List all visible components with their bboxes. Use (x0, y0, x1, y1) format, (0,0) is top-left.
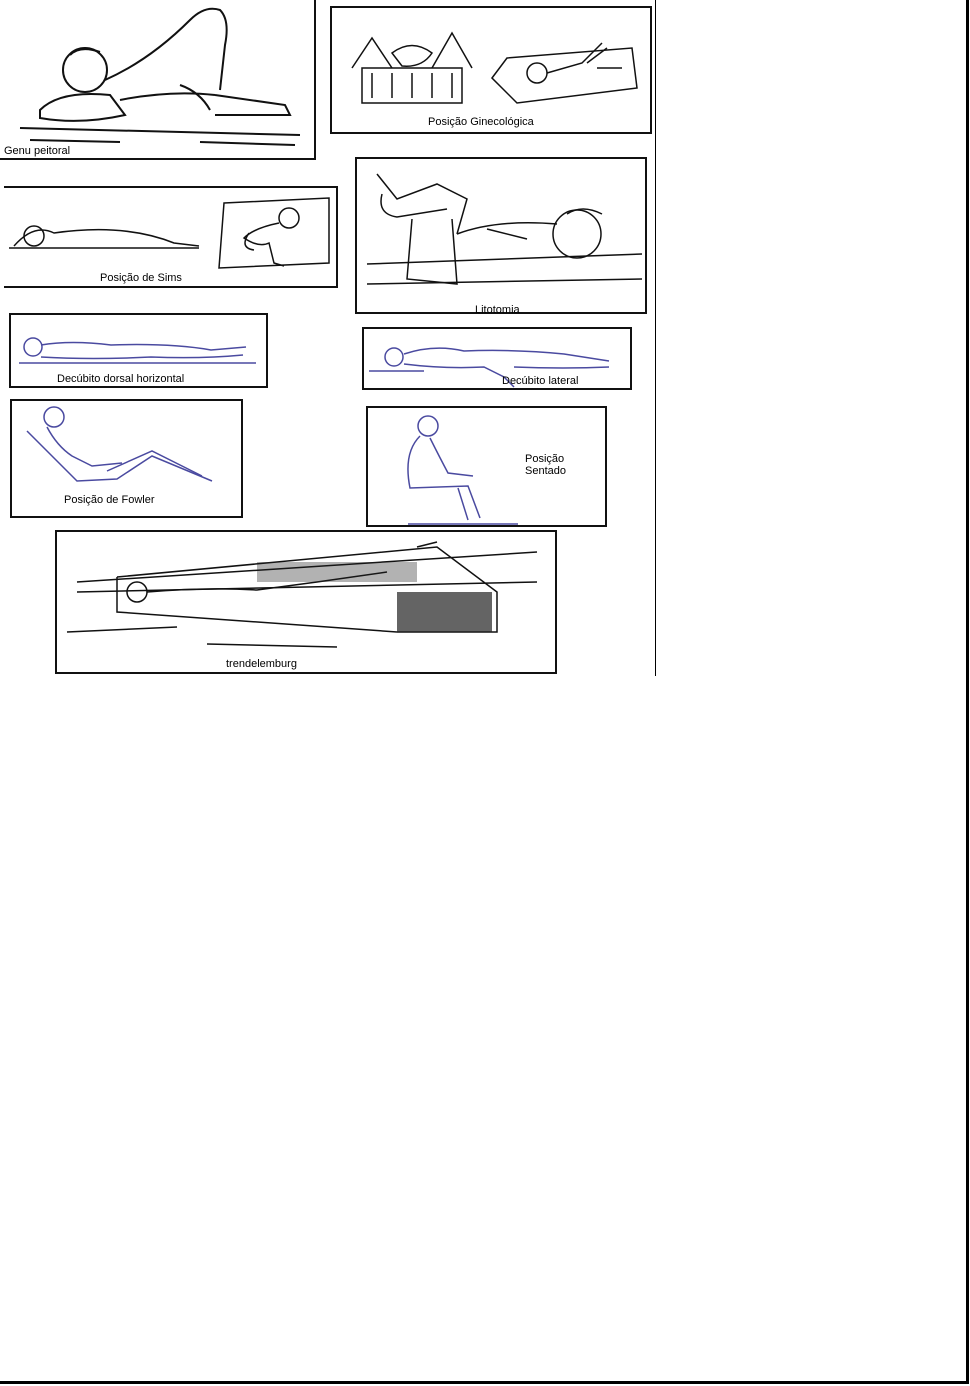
figure-genu-peitoral (0, 0, 316, 160)
figure-sentado (366, 406, 607, 527)
litotomia-caption: Litotomia (475, 304, 520, 316)
lateral-illustration (364, 329, 634, 392)
ginecologica-caption: Posição Ginecológica (428, 116, 534, 128)
genu-peitoral-caption: Genu peitoral (4, 145, 71, 157)
sentado-caption-line2: Sentado (525, 465, 566, 477)
figure-fowler (10, 399, 243, 518)
sims-caption: Posição de Sims (100, 272, 182, 284)
figure-sims (4, 186, 338, 288)
sentado-caption-line1: Posição (525, 453, 565, 465)
lateral-caption: Decúbito lateral (502, 375, 579, 387)
figure-trendelenburg (55, 530, 557, 674)
litotomia-illustration (357, 159, 649, 316)
sentado-illustration (368, 408, 609, 529)
column-divider (655, 0, 656, 676)
fowler-caption: Posição de Fowler (64, 494, 155, 506)
trendelenburg-caption: trendelemburg (226, 658, 297, 670)
trendelenburg-illustration (57, 532, 559, 676)
dorsal-horizontal-caption: Decúbito dorsal horizontal (57, 373, 185, 385)
figure-dorsal-horizontal (9, 313, 268, 388)
figure-litotomia (355, 157, 647, 314)
genu-peitoral-illustration (0, 0, 316, 160)
figure-ginecologica (330, 6, 652, 134)
figure-lateral (362, 327, 632, 390)
